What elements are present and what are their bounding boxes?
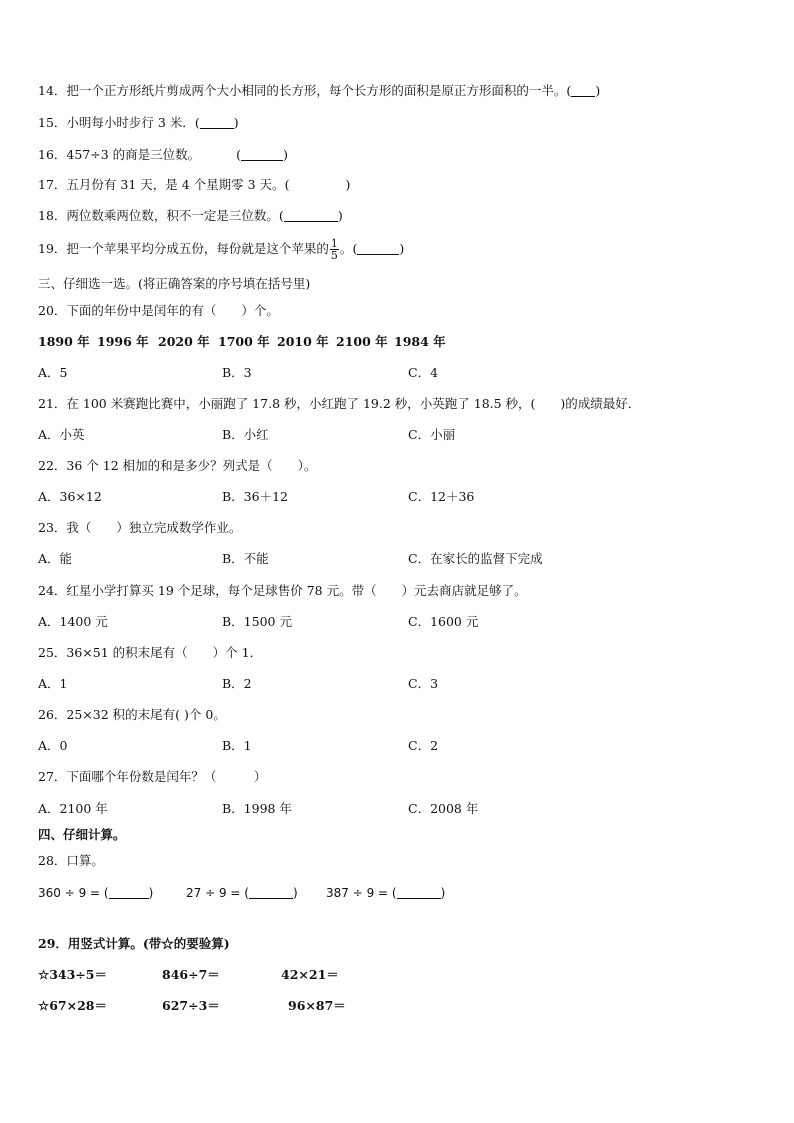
answer-blank[interactable] [397, 886, 441, 899]
question-text: 把一个苹果平均分成五份，每份就是这个苹果的 [66, 241, 329, 256]
question-number: 19． [38, 241, 67, 256]
question-number: 18． [38, 208, 67, 223]
calc-item: ☆67×28＝ [38, 998, 107, 1013]
option-c[interactable]: C．3 [408, 676, 439, 691]
option-b[interactable]: B．1 [222, 738, 252, 753]
option-c[interactable]: C．在家长的监督下完成 [408, 551, 543, 566]
question-number: 16． [38, 147, 67, 162]
year-item: 1984 年 [394, 334, 446, 349]
question-24-stem: 24．红星小学打算买 19 个足球，每个足球售价 78 元。带（ ）元去商店就足够了。 [38, 583, 527, 598]
option-b[interactable]: B．不能 [222, 551, 269, 566]
answer-blank[interactable] [200, 116, 234, 129]
answer-blank[interactable] [241, 148, 283, 161]
calc-item: 627÷3＝ [162, 998, 220, 1013]
calc-item: ☆343÷5＝ [38, 967, 107, 982]
year-item: 1700 年 [218, 334, 270, 349]
answer-blank[interactable] [571, 84, 595, 97]
option-b[interactable]: B．3 [222, 365, 252, 380]
section-3-title: 三、仔细选一选。(将正确答案的序号填在括号里) [38, 276, 311, 291]
calc-item: 96×87＝ [288, 998, 346, 1013]
option-a[interactable]: A．1400 元 [38, 614, 108, 629]
question-27-stem: 27．下面哪个年份数是闰年？（ ） [38, 769, 267, 784]
answer-blank[interactable] [109, 886, 149, 899]
oral-item: 360 ÷ 9 = ( ) [38, 886, 154, 900]
option-c[interactable]: C．1600 元 [408, 614, 479, 629]
question-19: 19．把一个苹果平均分成五份，每份就是这个苹果的 $\frac{1}{5}$ 。( ) [38, 237, 405, 262]
year-item: 1996 年 [97, 334, 149, 349]
question-text: 457÷3 的商是三位数。 [66, 147, 201, 162]
year-item: 2020 年 [158, 334, 210, 349]
option-a[interactable]: A．36×12 [38, 489, 102, 504]
year-item: 1890 年 [38, 334, 90, 349]
answer-blank[interactable] [249, 886, 293, 899]
question-21-stem: 21．在 100 米赛跑比赛中，小丽跑了 17.8 秒，小红跑了 19.2 秒，小英跑了 18.5 秒，( )的成绩最好． [38, 396, 641, 411]
fraction-one-fifth: $\frac{1}{5}$ [330, 237, 338, 262]
option-b[interactable]: B．1998 年 [222, 801, 292, 816]
question-text: 小明每小时步行 3 米． [66, 115, 195, 130]
option-b[interactable]: B．1500 元 [222, 614, 292, 629]
question-number: 15． [38, 115, 67, 130]
question-15: 15．小明每小时步行 3 米．( ) [38, 115, 239, 130]
option-c[interactable]: C．2008 年 [408, 801, 479, 816]
answer-blank[interactable] [357, 242, 399, 255]
question-14: 14．把一个正方形纸片剪成两个大小相同的长方形，每个长方形的面积是原正方形面积的一半。( ) [38, 83, 601, 98]
option-c[interactable]: C．12＋36 [408, 489, 475, 504]
question-16: 16．457÷3 的商是三位数。 ( ) [38, 147, 288, 162]
option-b[interactable]: B．36＋12 [222, 489, 288, 504]
option-a[interactable]: A．1 [38, 676, 68, 691]
year-item: 2100 年 [336, 334, 388, 349]
oral-item: 387 ÷ 9 = ( ) [326, 886, 446, 900]
option-b[interactable]: B．2 [222, 676, 252, 691]
option-c[interactable]: C．小丽 [408, 427, 456, 442]
calc-item: 42×21＝ [281, 967, 339, 982]
option-a[interactable]: A．2100 年 [38, 801, 108, 816]
option-c[interactable]: C．4 [408, 365, 439, 380]
question-29-stem: 29．用竖式计算。(带☆的要验算) [38, 936, 230, 951]
option-a[interactable]: A．能 [38, 551, 73, 566]
question-25-stem: 25．36×51 的积末尾有（ ）个 1． [38, 645, 263, 660]
option-a[interactable]: A．5 [38, 365, 68, 380]
question-23-stem: 23．我（ ）独立完成数学作业。 [38, 520, 242, 535]
question-text: 把一个正方形纸片剪成两个大小相同的长方形，每个长方形的面积是原正方形面积的一半。 [66, 83, 567, 98]
year-item: 2010 年 [277, 334, 329, 349]
option-a[interactable]: A．0 [38, 738, 68, 753]
question-text: 五月份有 31 天，是 4 个星期零 3 天。 [66, 177, 285, 192]
question-number: 14． [38, 83, 67, 98]
oral-item: 27 ÷ 9 = ( ) [186, 886, 298, 900]
question-20-stem: 20．下面的年份中是闰年的有（ ）个。 [38, 303, 279, 318]
question-18: 18．两位数乘两位数，积不一定是三位数。( ) [38, 208, 343, 223]
question-text: 两位数乘两位数，积不一定是三位数。 [66, 208, 279, 223]
option-c[interactable]: C．2 [408, 738, 439, 753]
question-26-stem: 26．25×32 积的末尾有( )个 0。 [38, 707, 226, 722]
calc-item: 846÷7＝ [162, 967, 220, 982]
option-a[interactable]: A．小英 [38, 427, 85, 442]
question-17: 17．五月份有 31 天，是 4 个星期零 3 天。( ) [38, 177, 351, 192]
question-22-stem: 22．36 个 12 相加的和是多少？列式是（ ）。 [38, 458, 317, 473]
question-28-stem: 28．口算。 [38, 853, 104, 868]
question-number: 17． [38, 177, 67, 192]
section-4-title: 四、仔细计算。 [38, 827, 126, 842]
answer-blank[interactable] [284, 209, 338, 222]
option-b[interactable]: B．小红 [222, 427, 269, 442]
